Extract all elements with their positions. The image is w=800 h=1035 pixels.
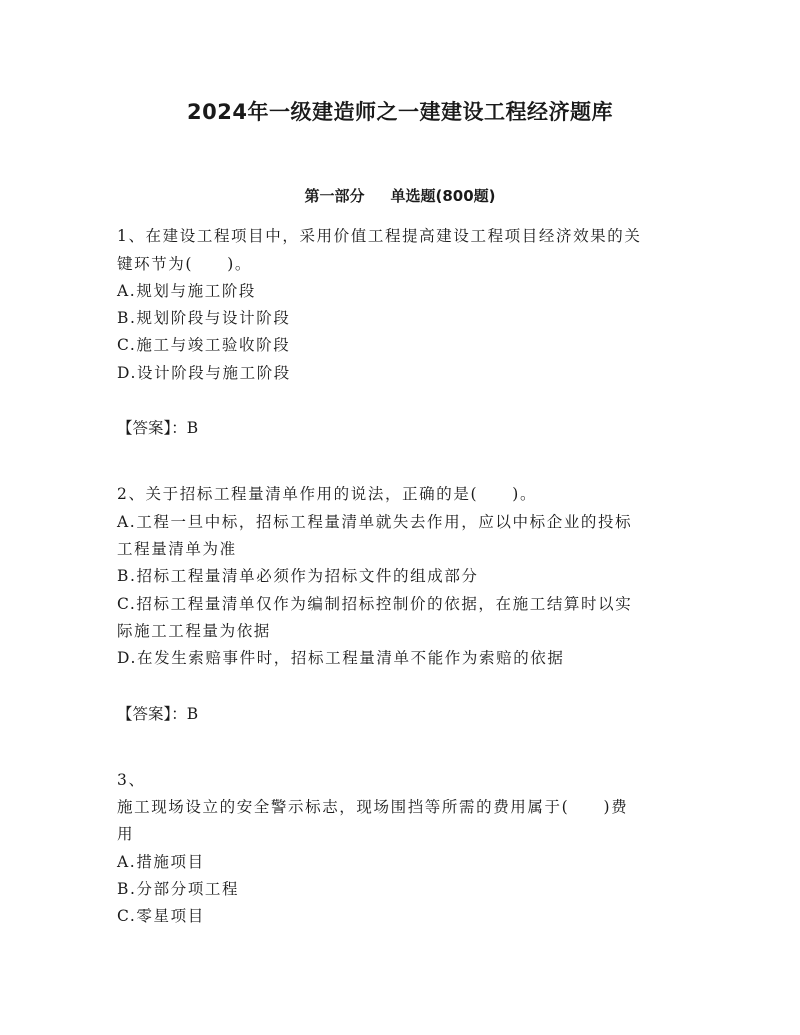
- question-1-option-c: C.施工与竣工验收阶段: [117, 336, 291, 354]
- question-3-stem-line-2: 施工现场设立的安全警示标志，现场围挡等所需的费用属于( )费: [117, 798, 629, 816]
- section-part: 第一部分: [304, 187, 365, 205]
- question-1-option-a: A.规划与施工阶段: [117, 282, 257, 300]
- question-1-stem-line-1: 1、在建设工程项目中，采用价值工程提高建设工程项目经济效果的关: [117, 227, 642, 245]
- section-name: 单选题(800题): [390, 187, 496, 205]
- question-1-stem-line-2: 键环节为( )。: [117, 255, 252, 273]
- question-2-option-a-line-2: 工程量清单为准: [117, 540, 237, 558]
- question-3-stem-line-1: 3、: [117, 771, 146, 789]
- question-2-option-d: D.在发生索赔事件时，招标工程量清单不能作为索赔的依据: [117, 649, 565, 667]
- question-3-stem-line-3: 用: [117, 825, 135, 843]
- question-2-option-c-line-2: 际施工工程量为依据: [117, 622, 271, 640]
- question-1-answer: 【答案】：B: [117, 419, 199, 437]
- question-1-option-b: B.规划阶段与设计阶段: [117, 309, 291, 327]
- question-2-stem-line-1: 2、关于招标工程量清单作用的说法，正确的是( )。: [117, 485, 538, 503]
- question-1-option-d: D.设计阶段与施工阶段: [117, 364, 291, 382]
- section-title: [0, 185, 800, 206]
- question-2-option-c-line-1: C.招标工程量清单仅作为编制招标控制价的依据，在施工结算时以实: [117, 595, 633, 613]
- question-3-option-a: A.措施项目: [117, 853, 205, 871]
- question-3-option-b: B.分部分项工程: [117, 880, 240, 898]
- question-2-option-b: B.招标工程量清单必须作为招标文件的组成部分: [117, 567, 479, 585]
- document-title: 2024年一级建造师之一建建设工程经济题库: [187, 100, 613, 124]
- question-2-option-a-line-1: A.工程一旦中标，招标工程量清单就失去作用，应以中标企业的投标: [117, 513, 633, 531]
- question-2-answer: 【答案】：B: [117, 705, 199, 723]
- question-3-option-c: C.零星项目: [117, 907, 205, 925]
